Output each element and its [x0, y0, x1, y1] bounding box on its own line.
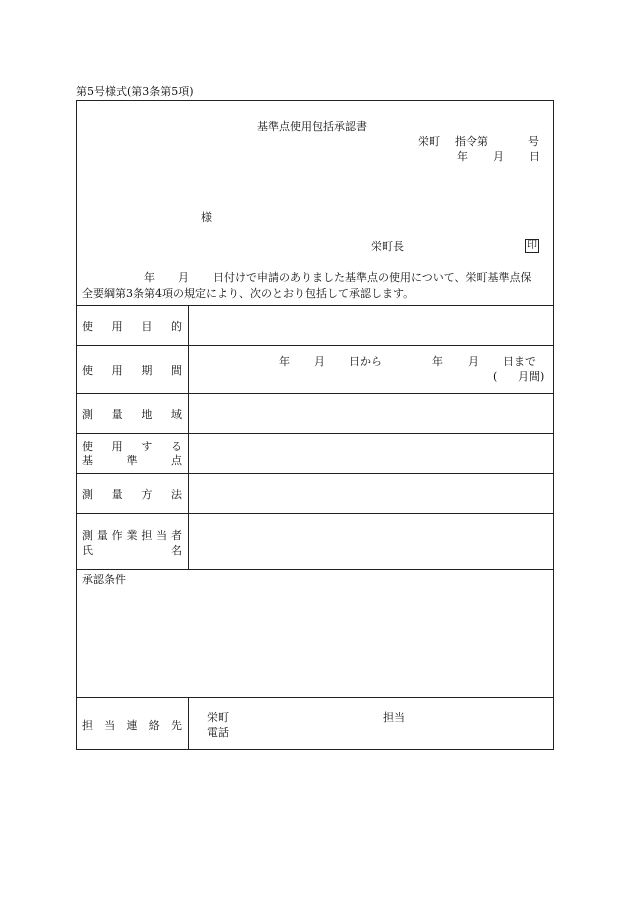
row-divider [76, 345, 554, 346]
label-survey-method: 測 量 方 法 [82, 488, 182, 501]
label-purpose: 使 用 目 的 [82, 320, 182, 333]
directive-suffix: 号 [528, 135, 539, 148]
row-divider [76, 697, 554, 698]
period-to-year: 年 [432, 355, 443, 368]
seal-mark: 印 [527, 240, 537, 251]
row-divider [76, 393, 554, 394]
label-points-line1: 使 用 す る [82, 440, 182, 453]
form-number: 第5号様式(第3条第5項) [76, 85, 194, 98]
addressee-suffix: 様 [201, 211, 212, 224]
contact-tanto: 担当 [383, 711, 405, 724]
label-survey-area: 測 量 地 域 [82, 408, 182, 421]
form-frame [76, 100, 554, 750]
row-divider [76, 473, 554, 474]
issue-year: 年 [457, 150, 468, 163]
column-divider [188, 697, 189, 750]
directive-town: 栄町 [418, 135, 440, 148]
row-divider [76, 305, 554, 306]
period-months-close: 月間) [518, 370, 545, 383]
row-divider [76, 433, 554, 434]
body-text-line2: 全要綱第3条第4項の規定により、次のとおり包括して承認します。 [82, 287, 415, 300]
label-contact: 担 当 連 絡 先 [82, 719, 182, 732]
period-from-day: 日から [349, 355, 382, 368]
column-divider [188, 305, 189, 569]
issue-day: 日 [529, 150, 540, 163]
directive-prefix: 指令第 [455, 135, 488, 148]
body-year: 年 [144, 271, 155, 284]
contact-town: 栄町 [207, 711, 229, 724]
body-text-line1: 日付けで申請のありました基準点の使用について、栄町基準点保 [213, 271, 532, 284]
label-period: 使 用 期 間 [82, 364, 182, 377]
conditions-label: 承認条件 [82, 573, 126, 586]
label-person-line1: 測 量 作 業 担 当 者 [82, 529, 182, 542]
document-title: 基準点使用包括承認書 [257, 120, 367, 133]
issuer-name: 栄町長 [371, 240, 404, 253]
period-to-day: 日まで [503, 355, 536, 368]
period-to-month: 月 [468, 355, 479, 368]
label-points-line2: 基 準 点 [82, 454, 182, 467]
row-divider [76, 513, 554, 514]
period-from-month: 月 [314, 355, 325, 368]
period-from-year: 年 [279, 355, 290, 368]
label-person-line2: 氏 名 [82, 544, 182, 557]
issue-month: 月 [493, 150, 504, 163]
contact-phone: 電話 [207, 726, 229, 739]
body-month: 月 [178, 271, 189, 284]
period-months-open: ( [493, 370, 498, 383]
row-divider [76, 569, 554, 570]
